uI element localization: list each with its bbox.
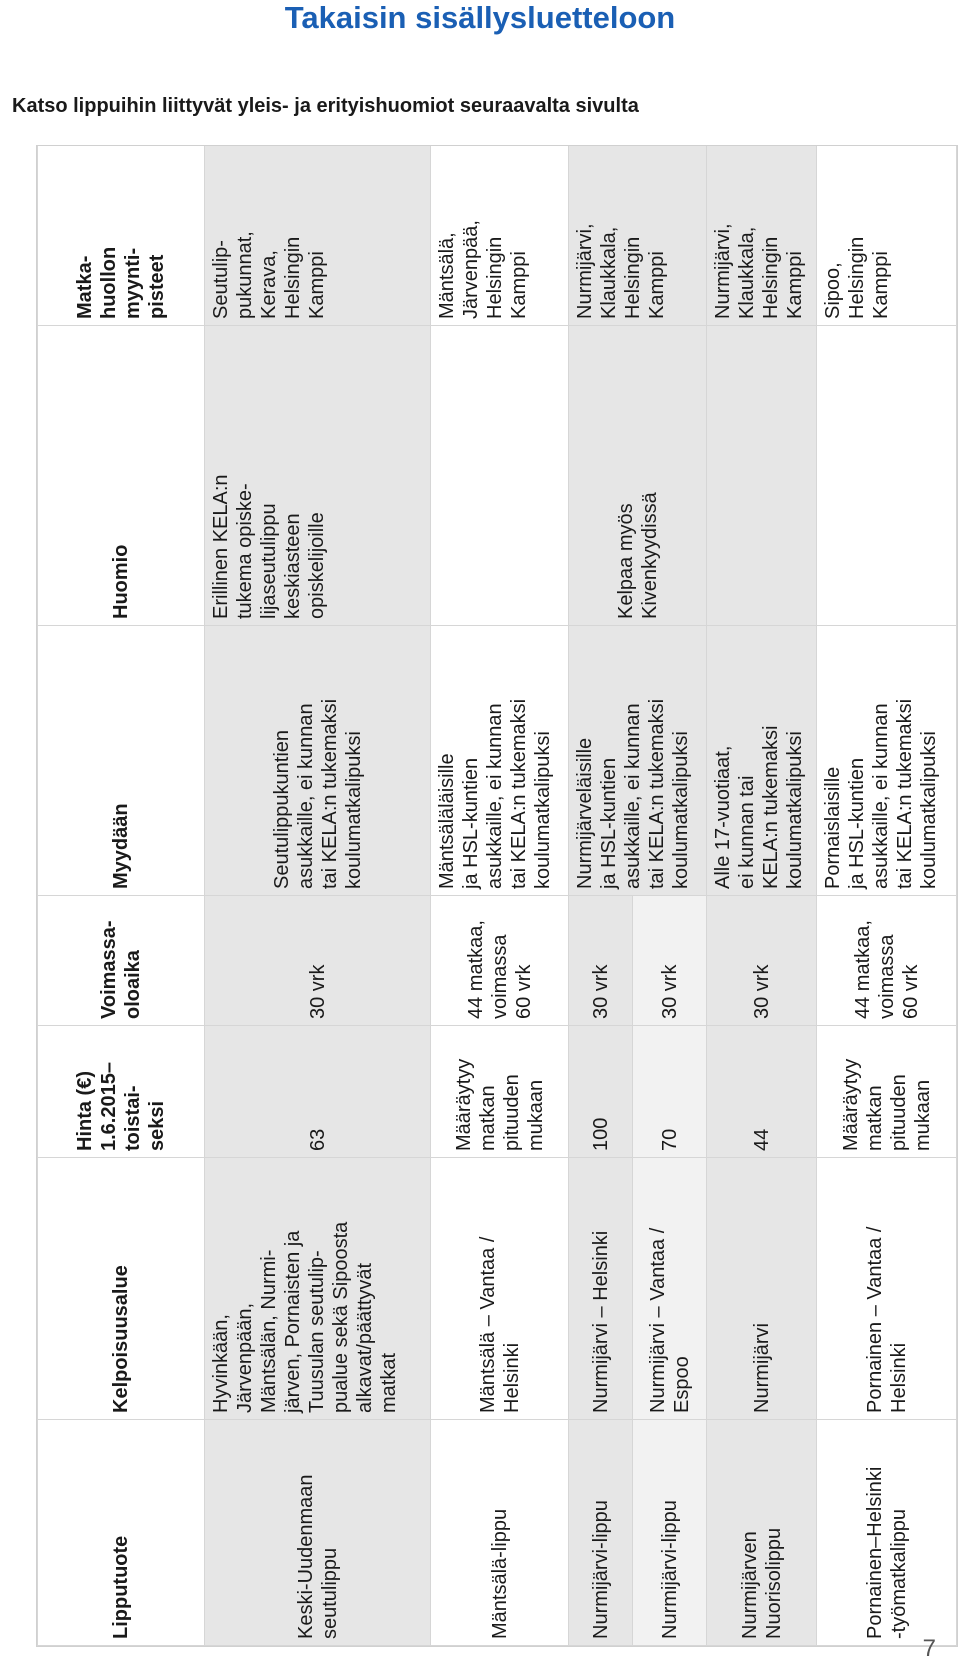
table-header-row — [38, 146, 205, 1646]
table-row — [569, 146, 633, 1646]
cell-sales-points: Mäntsälä, Järvenpää, Helsingin Kamppi — [431, 146, 569, 326]
header-huomio: Huomio — [38, 326, 205, 626]
cell-sold-to: Seutulippukuntien asukkaille, ei kunnan tai KELA:n tukemaksi koulumatkalipuksi — [205, 626, 431, 896]
ticket-table-container — [36, 145, 958, 1647]
cell-product: Pornainen–Helsinki -työmatkalippu — [817, 1420, 957, 1646]
cell-area: Nurmijärvi — [707, 1158, 817, 1420]
cell-note — [431, 326, 569, 626]
header-hinta: Hinta (€) 1.6.2015– toistai- seksi — [38, 1026, 205, 1158]
cell-product: Nurmijärvi-lippu — [633, 1420, 707, 1646]
cell-note: Kelpaa myös Kivenkyydissä — [569, 326, 707, 626]
table-row — [817, 146, 957, 1646]
cell-sales-points: Sipoo, Helsingin Kamppi — [817, 146, 957, 326]
table-row — [431, 146, 569, 1646]
cell-validity: 44 matkaa, voimassa 60 vrk — [431, 896, 569, 1026]
cell-sold-to: Alle 17-vuotiaat, ei kunnan tai KELA:n tukemaksi koulumatkalipuksi — [707, 626, 817, 896]
cell-price: 100 — [569, 1026, 633, 1158]
back-to-toc-link[interactable]: Takaisin sisällysluetteloon — [284, 0, 676, 35]
cell-note: Erillinen KELA:n tukema opiske- lijaseutulippu keskiasteen opiskelijoille — [205, 326, 431, 626]
header-voimassaoloaika: Voimassa- oloaika — [38, 896, 205, 1026]
cell-sold-to: Mäntsäläläisille ja HSL-kuntien asukkaille, ei kunnan tai KELA:n tukemaksi koulumatkalipuksi — [431, 626, 569, 896]
cell-area: Hyvinkään, Järvenpään, Mäntsälän, Nurmi- järven, Pornaisten ja Tuusulan seutulip- pualue sekä Sipoosta alkavat/päättyvät matkat — [205, 1158, 431, 1420]
cell-validity: 44 matkaa, voimassa 60 vrk — [817, 896, 957, 1026]
cell-sold-to: Nurmijärveläisille ja HSL-kuntien asukkaille, ei kunnan tai KELA:n tukemaksi koulumatkalipuksi — [569, 626, 707, 896]
cell-validity: 30 vrk — [707, 896, 817, 1026]
table-row — [707, 146, 817, 1646]
table-row — [205, 146, 431, 1646]
header-lipputuote: Lipputuote — [38, 1420, 205, 1646]
page-number: 7 — [922, 1635, 936, 1662]
cell-validity: 30 vrk — [569, 896, 633, 1026]
cell-note — [707, 326, 817, 626]
cell-sales-points: Nurmijärvi, Klaukkala, Helsingin Kamppi — [707, 146, 817, 326]
cell-validity: 30 vrk — [633, 896, 707, 1026]
cell-note — [817, 326, 957, 626]
cell-product: Nurmijärvi-lippu — [569, 1420, 633, 1646]
cell-price: Määräytyy matkan pituuden mukaan — [817, 1026, 957, 1158]
header-myydaan: Myydään — [38, 626, 205, 896]
cell-product: Nurmijärven Nuorisolippu — [707, 1420, 817, 1646]
cell-sales-points: Nurmijärvi, Klaukkala, Helsingin Kamppi — [569, 146, 707, 326]
cell-area: Mäntsälä – Vantaa / Helsinki — [431, 1158, 569, 1420]
rotated-table-wrapper — [37, 146, 957, 1646]
cell-product: Mäntsälä-lippu — [431, 1420, 569, 1646]
cell-price: 70 — [633, 1026, 707, 1158]
cell-area: Nurmijärvi – Helsinki — [569, 1158, 633, 1420]
notice-text: Katso lippuihin liittyvät yleis- ja erityishuomiot seuraavalta sivulta — [12, 95, 639, 117]
cell-sales-points: Seutulip- pukunnat, Kerava, Helsingin Kamppi — [205, 146, 431, 326]
cell-product: Keski-Uudenmaan seutulippu — [205, 1420, 431, 1646]
cell-validity: 30 vrk — [205, 896, 431, 1026]
cell-price: 63 — [205, 1026, 431, 1158]
cell-price: 44 — [707, 1026, 817, 1158]
header-myyntipisteet: Matka- huollon myynti- pisteet — [38, 146, 205, 326]
cell-area: Nurmijärvi – Vantaa / Espoo — [633, 1158, 707, 1420]
ticket-table — [37, 145, 957, 1646]
cell-price: Määräytyy matkan pituuden mukaan — [431, 1026, 569, 1158]
cell-sold-to: Pornaislaisille ja HSL-kuntien asukkaille, ei kunnan tai KELA:n tukemaksi koulumatkalipuksi — [817, 626, 957, 896]
cell-area: Pornainen – Vantaa / Helsinki — [817, 1158, 957, 1420]
header-kelpoisuusalue: Kelpoisuusalue — [38, 1158, 205, 1420]
